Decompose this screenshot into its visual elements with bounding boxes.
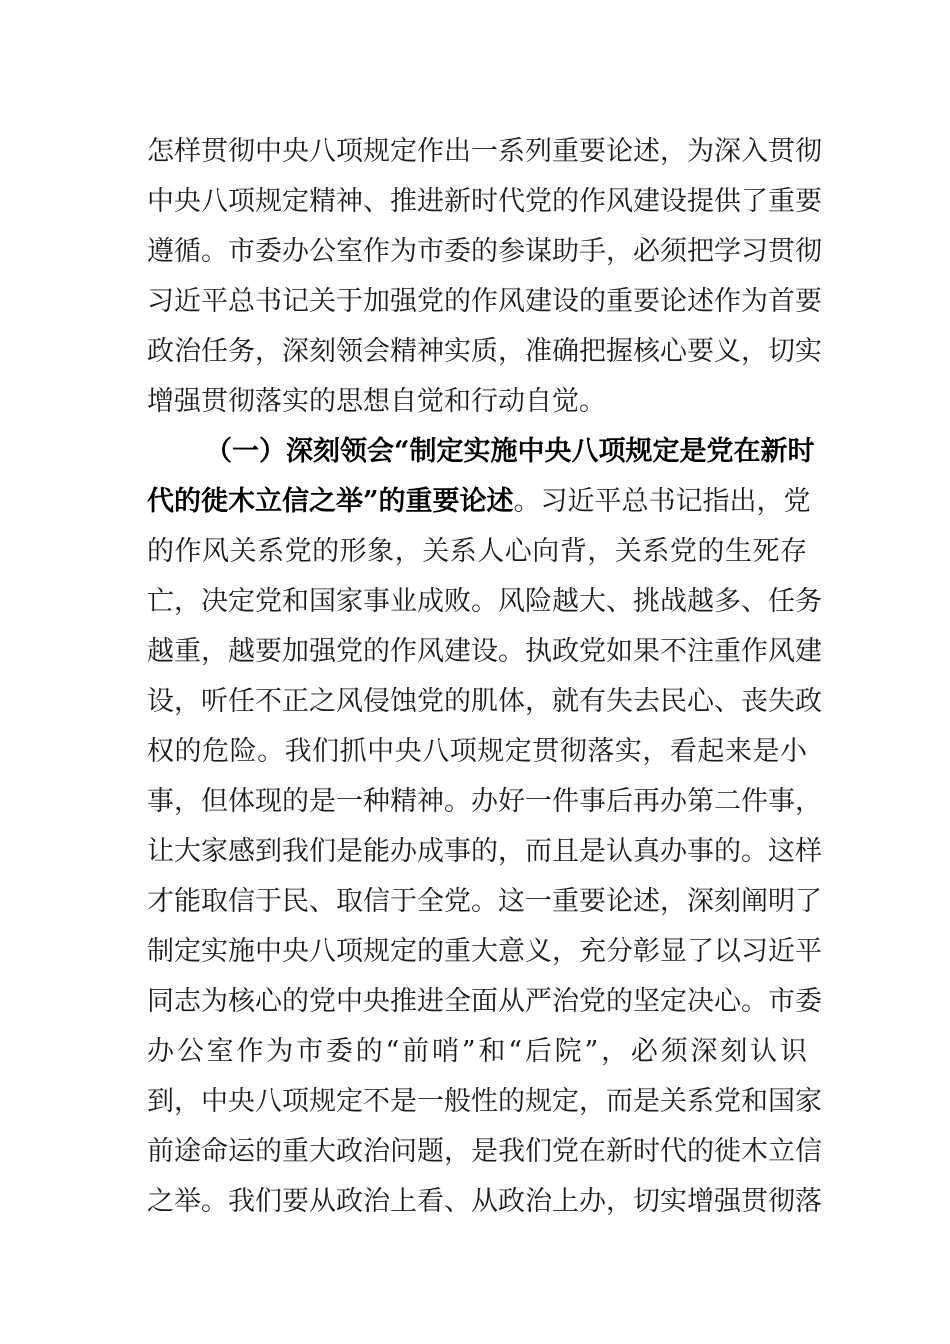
paragraph-2-line-4: 亡，决定党和国家事业成败。风险越大、挑战越多、任务 bbox=[147, 586, 822, 617]
paragraph-1-line-4: 习近平总书记关于加强党的作风建设的重要论述作为首要 bbox=[147, 286, 822, 317]
paragraph-1-line-3: 遵循。市委办公室作为市委的参谋助手，必须把学习贯彻 bbox=[147, 236, 822, 267]
paragraph-2-line-8: 事，但体现的是一种精神。办好一件事后再办第二件事， bbox=[147, 786, 822, 817]
paragraph-1-line-6: 增强贯彻落实的思想自觉和行动自觉。 bbox=[147, 386, 606, 417]
paragraph-2-line-12: 同志为核心的党中央推进全面从严治党的坚定决心。市委 bbox=[147, 986, 822, 1017]
paragraph-2-line-3: 的作风关系党的形象，关系人心向背，关系党的生死存 bbox=[147, 536, 807, 567]
section-heading-line-2 bbox=[147, 482, 811, 522]
paragraph-1-line-5: 政治任务，深刻领会精神实质，准确把握核心要义，切实 bbox=[147, 336, 822, 367]
paragraph-1-line-1: 怎样贯彻中央八项规定作出一系列重要论述，为深入贯彻 bbox=[147, 136, 822, 167]
paragraph-2-line-6: 设，听任不正之风侵蚀党的肌体，就有失去民心、丧失政 bbox=[147, 686, 822, 717]
paragraph-2-line-16: 之举。我们要从政治上看、从政治上办，切实增强贯彻落 bbox=[147, 1186, 822, 1217]
section-heading-line-2-bold: 代的徙木立信之举”的重要论述 bbox=[147, 486, 514, 517]
paragraph-2-line-11: 制定实施中央八项规定的重大意义，充分彰显了以习近平 bbox=[147, 936, 822, 967]
paragraph-2-line-13: 办公室作为市委的“前哨”和“后院”，必须深刻认识 bbox=[147, 1036, 807, 1067]
paragraph-2-line-15: 前途命运的重大政治问题，是我们党在新时代的徙木立信 bbox=[147, 1136, 822, 1167]
paragraph-2-line-5: 越重，越要加强党的作风建设。执政党如果不注重作风建 bbox=[147, 636, 822, 667]
paragraph-2-line-7: 权的危险。我们抓中央八项规定贯彻落实，看起来是小 bbox=[147, 736, 807, 767]
paragraph-2-line-14: 到，中央八项规定不是一般性的规定，而是关系党和国家 bbox=[147, 1086, 822, 1117]
section-body-line-1-start: 。习近平总书记指出，党 bbox=[513, 486, 811, 517]
paragraph-2-line-10: 才能取信于民、取信于全党。这一重要论述，深刻阐明了 bbox=[147, 886, 822, 917]
paragraph-1-line-2: 中央八项规定精神、推进新时代党的作风建设提供了重要 bbox=[147, 186, 822, 217]
section-heading-line-1: （一）深刻领会“制定实施中央八项规定是党在新时 bbox=[205, 436, 815, 467]
paragraph-2-line-9: 让大家感到我们是能办成事的，而且是认真办事的。这样 bbox=[147, 836, 822, 867]
